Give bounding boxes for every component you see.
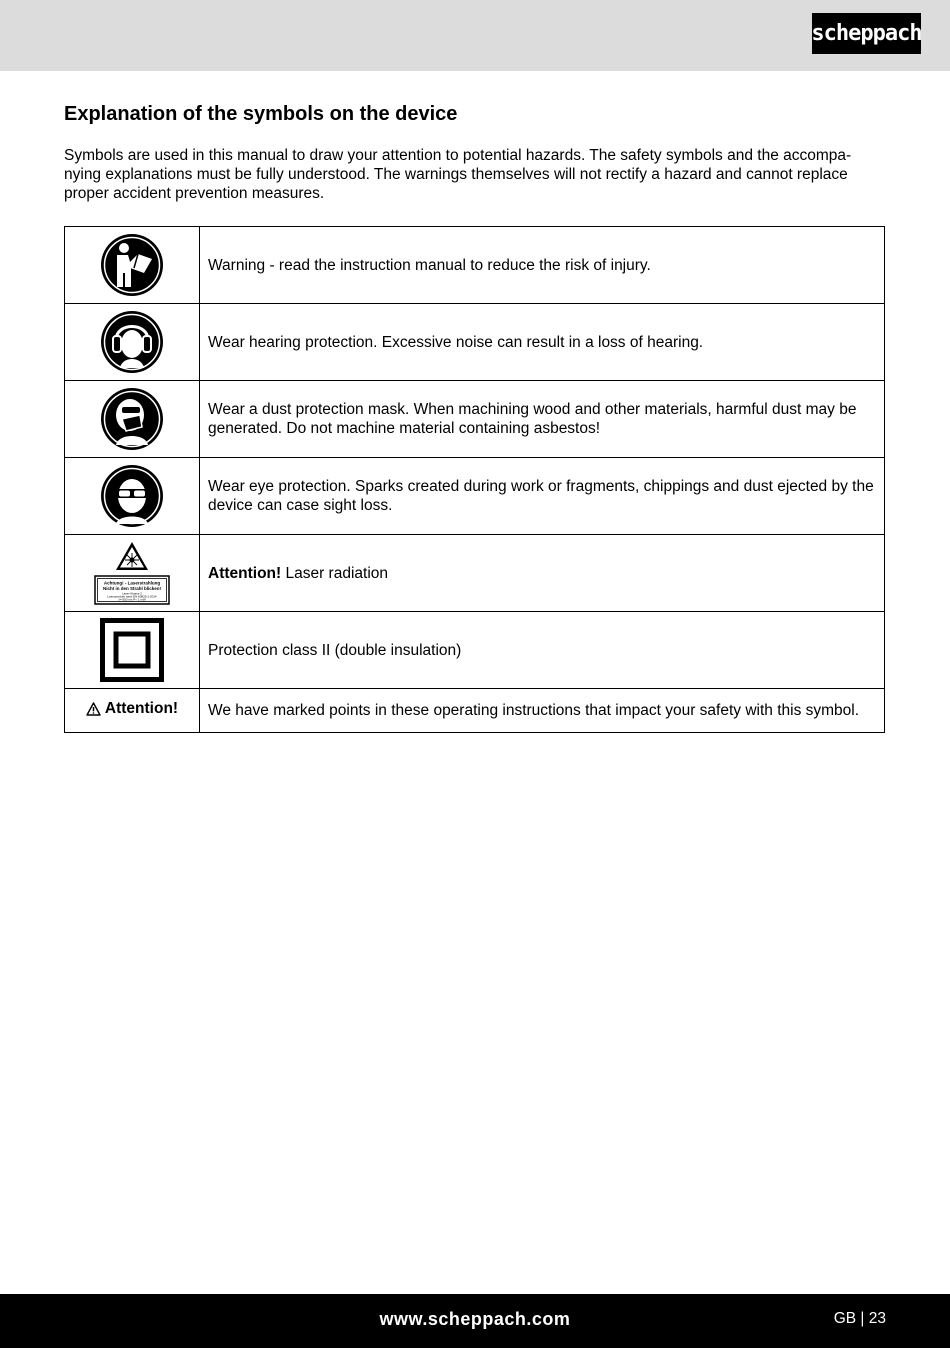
row-text: Wear a dust protection mask. When machining wood and other materials, harmful dust may be generated. Do not machine material containing asbestos! — [200, 381, 885, 458]
attention-bold: Attention! — [208, 564, 282, 582]
laser-label-line5: λ= 650 nm P< 1 mW — [118, 597, 146, 602]
table-row — [65, 227, 885, 304]
laser-label-line1: Achtung! - Laserstrahlung — [103, 580, 161, 586]
laser-label-line4: Laserprodukt nach EN 60825-1:2014 — [107, 594, 157, 599]
table-row — [65, 304, 885, 381]
table-row — [65, 535, 885, 612]
row-text: Wear hearing protection. Excessive noise can result in a loss of hearing. — [200, 304, 885, 381]
hearing-protection-icon — [100, 310, 164, 374]
row-text: Wear eye protection. Sparks created during work or fragments, chippings and dust ejected by the device can case sight loss. — [200, 458, 885, 535]
laser-label-line2: Nicht in den Strahl blicken! — [102, 586, 162, 591]
attention-text: Attention! — [104, 700, 179, 717]
row-text: Warning - read the instruction manual to reduce the risk of injury. — [200, 227, 885, 304]
table-row — [65, 689, 885, 733]
row-text: Protection class II (double insulation) — [200, 612, 885, 689]
row-text: Laser radiation — [281, 564, 389, 582]
row-text: We have marked points in these operating instructions that impact your safety with this symbol. — [200, 689, 885, 733]
footer-url: www.scheppach.com — [379, 1309, 571, 1329]
scheppach-logo: scheppach — [812, 13, 921, 54]
section-title: Explanation of the symbols on the device — [64, 103, 458, 125]
warning-triangle-icon — [86, 702, 101, 716]
laser-label-line3: Laser Klasse 2 — [122, 591, 142, 596]
table-row — [65, 381, 885, 458]
table-row — [65, 458, 885, 535]
laser-warning-icon — [93, 540, 171, 606]
attention-label — [86, 700, 178, 718]
symbols-table — [64, 226, 885, 733]
page-footer — [0, 1294, 950, 1348]
read-manual-icon — [100, 233, 164, 297]
protection-class-ii-icon — [100, 618, 164, 682]
intro-paragraph: Symbols are used in this manual to draw your attention to potential hazards. The safety symbols and the accompa-nying explanations must be fully understood. The warnings themselves will not rectify a hazard and cannot replace proper accident prevention measures. — [64, 147, 852, 202]
page-header — [0, 0, 950, 71]
table-row — [65, 612, 885, 689]
eye-protection-icon — [100, 464, 164, 528]
dust-mask-icon — [100, 387, 164, 451]
page-number: GB | 23 — [833, 1310, 886, 1327]
